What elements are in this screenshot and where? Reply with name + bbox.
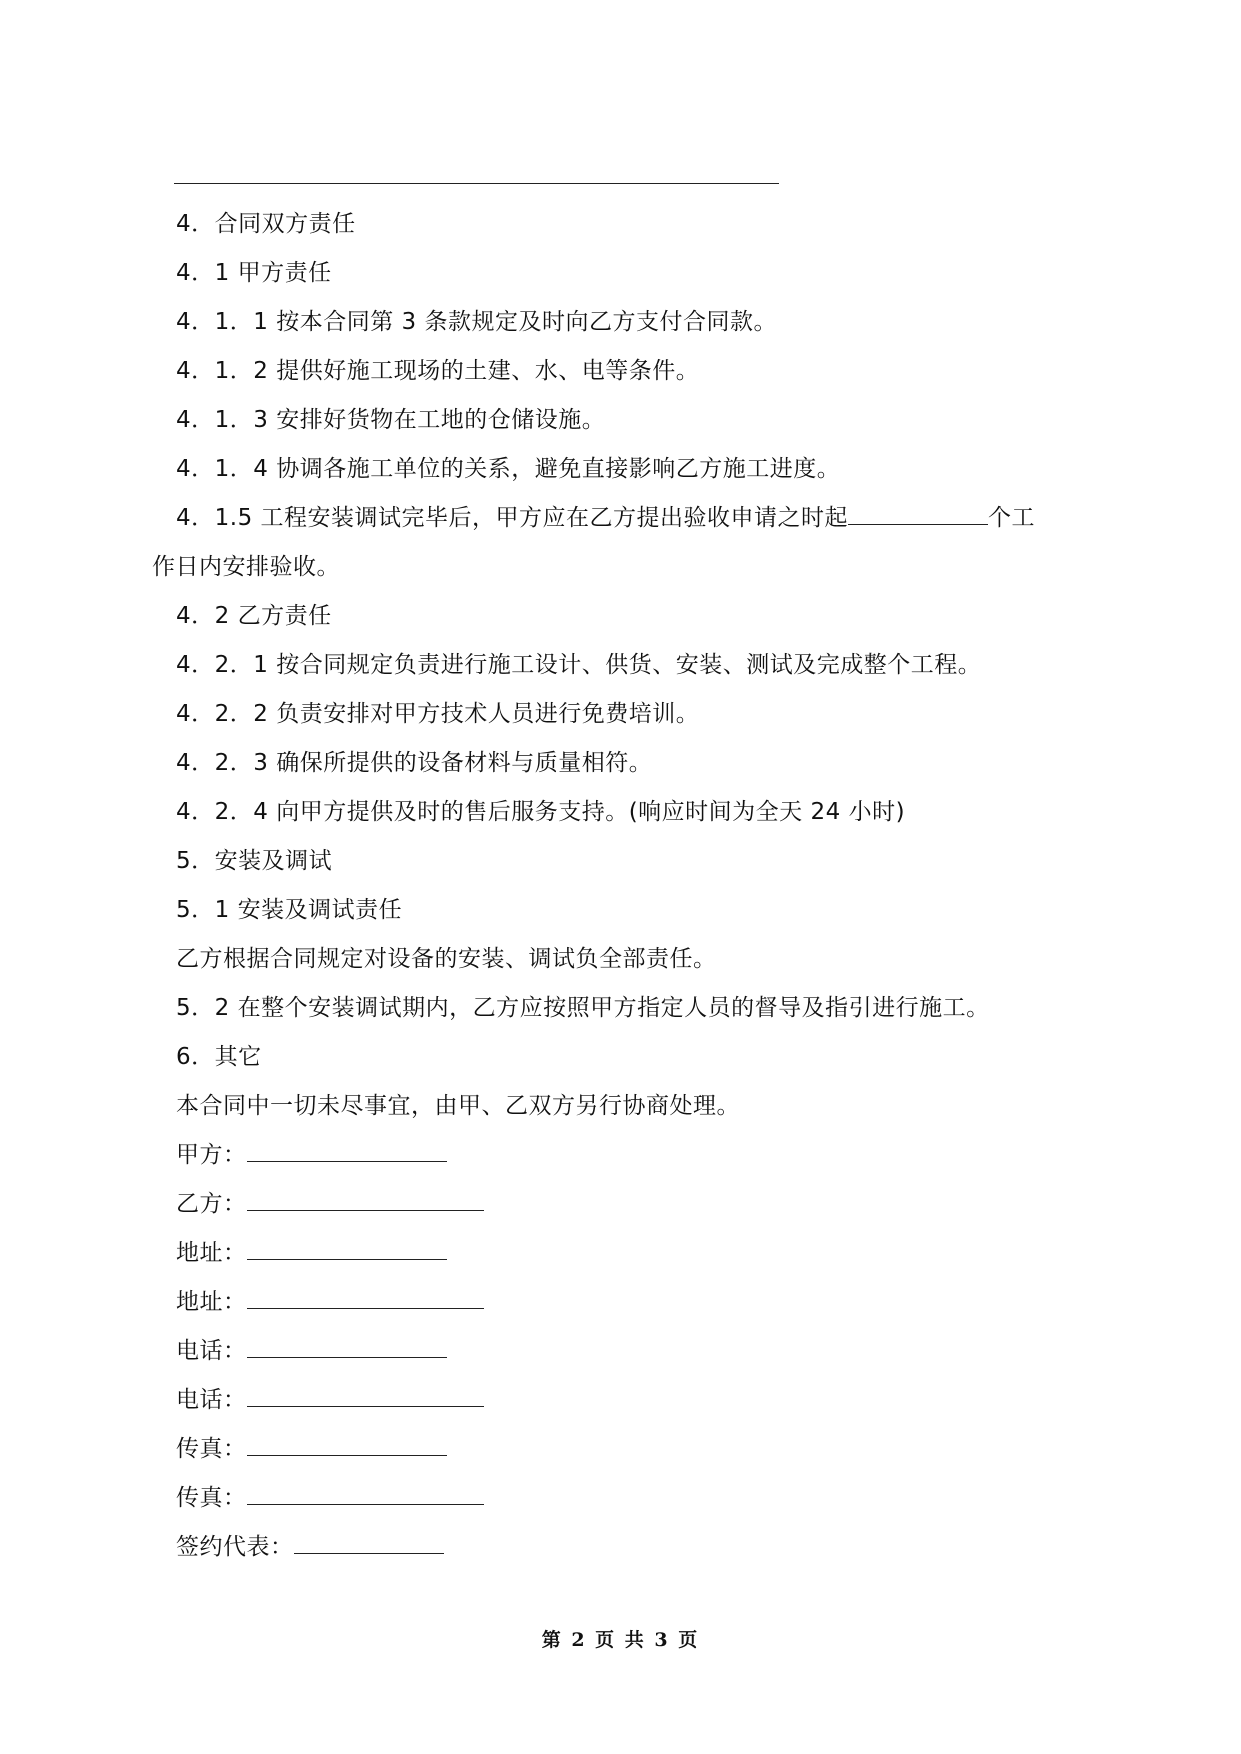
contract-body	[0, 200, 1241, 1572]
contract-line	[0, 837, 1241, 886]
line-text: 4．1．1 按本合同第 3 条款规定及时向乙方支付合同款。	[176, 309, 777, 335]
fill-in-blank[interactable]	[247, 1476, 484, 1505]
line-text: 5．2 在整个安装调试期内，乙方应按照甲方指定人员的督导及指引进行施工。	[176, 995, 990, 1021]
line-text: 4．1．4 协调各施工单位的关系，避免直接影响乙方施工进度。	[176, 456, 841, 482]
contract-line	[0, 1082, 1241, 1131]
contract-line	[0, 445, 1241, 494]
fill-in-blank[interactable]	[848, 496, 988, 525]
contract-line	[0, 1327, 1241, 1376]
contract-line	[0, 1278, 1241, 1327]
line-text: 甲方：	[176, 1142, 247, 1168]
contract-line	[0, 396, 1241, 445]
fill-in-blank[interactable]	[247, 1427, 447, 1456]
contract-line	[0, 690, 1241, 739]
line-text: 4．2．1 按合同规定负责进行施工设计、供货、安装、测试及完成整个工程。	[176, 652, 982, 678]
fill-in-blank[interactable]	[247, 1231, 447, 1260]
contract-line	[0, 886, 1241, 935]
line-text: 4．1．2 提供好施工现场的土建、水、电等条件。	[176, 358, 700, 384]
line-text: 本合同中一切未尽事宜，由甲、乙双方另行协商处理。	[176, 1093, 740, 1119]
line-text: 4．1.5 工程安装调试完毕后，甲方应在乙方提出验收申请之时起	[176, 505, 849, 531]
line-text: 4．2．2 负责安排对甲方技术人员进行免费培训。	[176, 701, 700, 727]
signature-line-top	[174, 183, 779, 184]
contract-line	[0, 1180, 1241, 1229]
line-text: 4．2．4 向甲方提供及时的售后服务支持。(响应时间为全天 24 小时)	[176, 799, 906, 825]
contract-line	[0, 1523, 1241, 1572]
fill-in-blank[interactable]	[247, 1329, 447, 1358]
contract-line	[0, 1033, 1241, 1082]
contract-line	[0, 984, 1241, 1033]
line-text: 6．其它	[176, 1044, 262, 1070]
contract-line	[0, 347, 1241, 396]
contract-line	[0, 935, 1241, 984]
line-text: 乙方：	[176, 1191, 247, 1217]
contract-line	[0, 1131, 1241, 1180]
line-text: 电话：	[176, 1387, 247, 1413]
line-text: 签约代表：	[176, 1534, 294, 1560]
line-text: 电话：	[176, 1338, 247, 1364]
contract-line	[0, 494, 1241, 543]
line-tail-text: 个工	[988, 505, 1036, 531]
fill-in-blank[interactable]	[247, 1280, 484, 1309]
contract-line	[0, 298, 1241, 347]
line-text: 传真：	[176, 1436, 247, 1462]
contract-line	[0, 200, 1241, 249]
line-text: 4．合同双方责任	[176, 211, 356, 237]
line-text: 4．2 乙方责任	[176, 603, 332, 629]
contract-line	[0, 641, 1241, 690]
line-text: 传真：	[176, 1485, 247, 1511]
line-text: 地址：	[176, 1240, 247, 1266]
line-text: 5．安装及调试	[176, 848, 333, 874]
page-footer: 第 2 页 共 3 页	[541, 1629, 700, 1651]
contract-line	[0, 592, 1241, 641]
contract-line	[0, 543, 1241, 592]
fill-in-blank[interactable]	[247, 1378, 484, 1407]
fill-in-blank[interactable]	[294, 1525, 444, 1554]
line-text: 5．1 安装及调试责任	[176, 897, 403, 923]
line-text: 4．1．3 安排好货物在工地的仓储设施。	[176, 407, 606, 433]
line-text: 4．1 甲方责任	[176, 260, 332, 286]
contract-line	[0, 1425, 1241, 1474]
contract-line	[0, 739, 1241, 788]
line-text: 4．2．3 确保所提供的设备材料与质量相符。	[176, 750, 653, 776]
contract-line	[0, 1474, 1241, 1523]
line-text: 地址：	[176, 1289, 247, 1315]
fill-in-blank[interactable]	[247, 1133, 447, 1162]
fill-in-blank[interactable]	[247, 1182, 484, 1211]
contract-line	[0, 788, 1241, 837]
contract-line	[0, 1229, 1241, 1278]
contract-line	[0, 249, 1241, 298]
contract-line	[0, 1376, 1241, 1425]
line-text: 作日内安排验收。	[152, 554, 340, 580]
line-text: 乙方根据合同规定对设备的安装、调试负全部责任。	[176, 946, 717, 972]
